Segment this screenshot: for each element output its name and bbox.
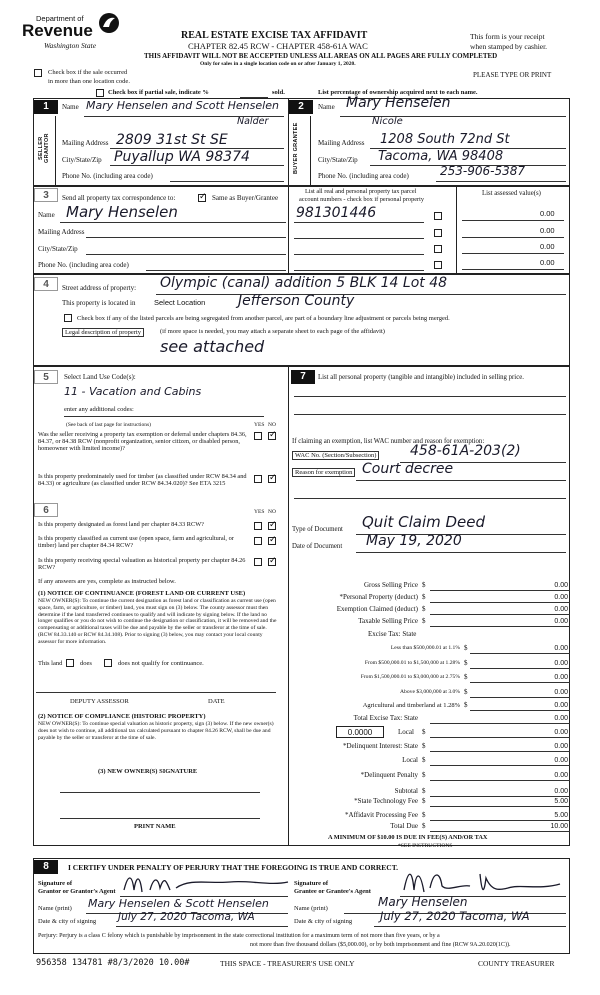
pct-ownership-label: List percentage of ownership acquired next to each name. — [318, 89, 478, 96]
seller-side-label: SELLER GRANTOR — [38, 133, 50, 163]
bracket-label: Agricultural and timberland at 1.28% — [362, 702, 460, 709]
bracket-label: Less than $500,000.01 at 1.1% — [390, 645, 460, 651]
cashier-stamp: 956358 134781 #8/3/2020 10.00# — [36, 958, 190, 968]
doc-type-label: Type of Document — [292, 526, 343, 533]
amount-line — [430, 737, 570, 738]
yes-header-2: YES — [254, 509, 265, 515]
delinquent-interest-local-value: 0.00 — [554, 757, 568, 764]
does-not-label: does not qualify for continuance. — [118, 660, 204, 667]
delinquent-interest-state-value: 0.00 — [554, 743, 568, 750]
amount-line — [470, 653, 570, 654]
dollar-sign: $ — [422, 617, 426, 625]
grantee-signature[interactable] — [400, 864, 566, 898]
amount-line — [430, 614, 570, 615]
buyer-phone-label: Phone No. (including area code) — [318, 172, 409, 180]
seller-phone-line — [170, 181, 284, 182]
personal-property-deduct-value: 0.00 — [554, 594, 568, 601]
no-header: NO — [268, 422, 276, 428]
parcel-value: 0.00 — [540, 258, 555, 267]
seller-name-label: Name — [62, 103, 79, 111]
amount-line — [430, 590, 570, 591]
q3-text: Is this property designated as forest land per chapter 84.33 RCW? — [38, 521, 204, 528]
amount-line — [470, 697, 570, 698]
seller-side-divider — [55, 116, 56, 186]
local-rate-box[interactable]: 0.0000 — [336, 726, 384, 738]
local-value: 0.00 — [554, 729, 568, 736]
gross-selling-value: 0.00 — [554, 582, 568, 589]
send-correspondence-label: Send all property tax correspondence to: — [62, 194, 176, 202]
q4-text: Is this property classified as current use (open space, farm and agricultural, or timber) land per chapter 84.34 RCW? — [38, 535, 234, 549]
personal-property-line-2[interactable] — [294, 414, 566, 415]
dollar-sign: $ — [422, 581, 426, 589]
q2-text: Is this property predominately used for timber (as classified under RCW 84.34 and 84.33) or agriculture (as classified under RCW 84.34.020)? See ETA 3215 — [38, 473, 247, 487]
location-select[interactable]: Select Location — [154, 298, 206, 307]
buyer-city[interactable]: Tacoma, WA 98408 — [378, 149, 504, 164]
form-chapter: CHAPTER 82.45 RCW - CHAPTER 458-61A WAC — [188, 41, 368, 51]
dollar-sign: $ — [464, 644, 468, 652]
section-1-number: 1 — [34, 100, 58, 114]
delinquent-penalty-value: 0.00 — [554, 772, 568, 779]
treasurer-space-label: THIS SPACE - TREASURER'S USE ONLY — [220, 959, 355, 968]
dollar-sign: $ — [422, 787, 426, 795]
grantor-name-label: Name (print) — [38, 905, 72, 912]
segregated-checkbox[interactable] — [64, 314, 72, 322]
multi-location-label-2: in more than one location code. — [48, 78, 130, 85]
parcel-line-4[interactable] — [294, 270, 424, 271]
amount-line — [430, 626, 570, 627]
does-not-checkbox[interactable] — [104, 659, 112, 667]
buyer-mailing[interactable]: 1208 South 72nd St — [380, 132, 510, 147]
partial-sale-label: Check box if partial sale, indicate % — [108, 89, 209, 96]
if-yes-label: If any answers are yes, complete as instructed below. — [38, 578, 176, 585]
amount-line — [430, 796, 570, 797]
state-label: Washington State — [44, 41, 97, 50]
s3-city-label: City/State/Zip — [38, 245, 78, 253]
sold-label: sold. — [272, 89, 285, 96]
grantor-name[interactable]: Mary Henselen & Scott Henselen — [88, 897, 269, 910]
grantee-date-city[interactable]: July 27, 2020 Tacoma, WA — [380, 909, 530, 923]
technology-fee-label: *State Technology Fee — [354, 797, 418, 805]
grantee-sig-label-1: Signature of — [294, 880, 329, 887]
parcel-value: 0.00 — [540, 209, 555, 218]
personal-property-deduct-label: *Personal Property (deduct) — [339, 593, 418, 601]
personal-property-checkbox[interactable] — [434, 261, 442, 269]
type-or-print: PLEASE TYPE OR PRINT — [473, 71, 552, 79]
segregated-label: Check box if any of the listed parcels are being segregated from another parcel, are part of a boundary line adjustment or parcels being merged. — [77, 315, 450, 322]
bracket-value: 0.00 — [554, 702, 568, 709]
total-state-value: 0.00 — [554, 715, 568, 722]
bracket-label: From $500,000.01 to $1,500,000 at 1.28% — [364, 660, 460, 666]
print-name-label: PRINT NAME — [134, 823, 176, 830]
value-line-2 — [462, 237, 564, 238]
buyer-name-extra: Nicole — [372, 116, 403, 127]
same-as-buyer-checkbox[interactable] — [198, 194, 206, 202]
parcel-value: 0.00 — [540, 226, 555, 235]
amount-line — [470, 710, 570, 711]
bracket-value: 0.00 — [554, 660, 568, 667]
bracket-label: From $1,500,000.01 to $3,000,000 at 2.75% — [360, 674, 460, 680]
parcel-value: 0.00 — [540, 242, 555, 251]
seller-phone-label: Phone No. (including area code) — [62, 172, 153, 180]
dollar-sign: $ — [422, 593, 426, 601]
subtotal-label: Subtotal — [394, 787, 418, 795]
bracket-value: 0.00 — [554, 645, 568, 652]
local-label: Local — [398, 728, 414, 736]
located-label: This property is located in — [62, 299, 136, 307]
amount-line — [430, 806, 570, 807]
street-line — [156, 294, 566, 295]
parcel-header-2: account numbers - check box if personal property — [299, 196, 425, 203]
buyer-mailing-label: Mailing Address — [318, 139, 365, 147]
perjury-notice-1: Perjury: Perjury is a class C felony which is punishable by imprisonment in the state correctional institution for a maximum term of not more than five years, or by a — [38, 933, 440, 939]
buyer-phone[interactable]: 253-906-5387 — [440, 164, 526, 178]
section-5-number: 5 — [34, 370, 58, 384]
grantee-date-line — [374, 926, 566, 927]
s3-name-line — [60, 222, 286, 223]
dollar-sign: $ — [422, 728, 426, 736]
parcel-line-3[interactable] — [294, 254, 424, 255]
taxable-selling-value: 0.00 — [554, 618, 568, 625]
q1-no-checkbox[interactable] — [268, 432, 276, 440]
q4-yes-checkbox[interactable] — [254, 537, 262, 545]
personal-property-checkbox[interactable] — [434, 245, 442, 253]
perjury-notice-2: not more than five thousand dollars ($5,000.00), or by both imprisonment and fine (RCW 9A.20.020(1C)). — [250, 942, 511, 948]
amount-line — [430, 780, 570, 781]
amount-line — [470, 682, 570, 683]
see-back-label: (See back of last page for instructions) — [66, 422, 151, 428]
q3-no-checkbox[interactable] — [268, 522, 276, 530]
this-land-label: This land — [38, 660, 63, 667]
seller-mailing-label: Mailing Address — [62, 139, 109, 147]
dollar-sign: $ — [422, 822, 426, 830]
dollar-sign: $ — [464, 688, 468, 696]
multi-location-checkbox[interactable] — [34, 69, 42, 77]
q5-no-checkbox[interactable] — [268, 558, 276, 566]
section-8-number: 8 — [34, 860, 58, 874]
buyer-phone-line — [436, 181, 566, 182]
section-4-number: 4 — [34, 277, 58, 291]
additional-codes-label: enter any additional codes: — [64, 406, 134, 413]
bracket-value: 0.00 — [554, 689, 568, 696]
wac-label: WAC No. (Section/Subsection) — [292, 451, 379, 460]
partial-sale-checkbox[interactable] — [96, 89, 104, 97]
seller-city-line — [110, 165, 284, 166]
exemption-claimed-label: Exemption Claimed (deduct) — [336, 605, 418, 613]
buyer-side-divider — [310, 116, 311, 186]
buyer-side-label: BUYER GRANTEE — [293, 122, 299, 174]
doc-date-label: Date of Document — [292, 543, 343, 550]
q1-yes-checkbox[interactable] — [254, 432, 262, 440]
processing-fee-label: *Affidavit Processing Fee — [345, 811, 418, 819]
section-2-number: 2 — [289, 100, 313, 114]
personal-property-line-1[interactable] — [294, 396, 566, 397]
value-line-4 — [462, 269, 564, 270]
s3-city-field[interactable] — [86, 254, 286, 255]
dollar-sign: $ — [422, 742, 426, 750]
grantor-sig-label-1: Signature of — [38, 880, 73, 887]
grantee-date-label: Date & city of signing — [294, 918, 353, 925]
seller-mailing[interactable]: 2809 31st St SE — [116, 132, 228, 148]
q1-text: Was the seller receiving a property tax exemption or deferral under chapters 84.36, 84.37, or 84.38 RCW (nonprofit organization, senior citizen, or disabled person, homeowner with limited income)? — [38, 431, 247, 452]
s3-phone-field[interactable] — [146, 270, 286, 271]
doc-date[interactable]: May 19, 2020 — [366, 533, 462, 549]
additional-codes-field[interactable] — [64, 416, 264, 417]
does-label: does — [80, 660, 92, 667]
subtotal-value: 0.00 — [554, 788, 568, 795]
same-as-buyer-label: Same as Buyer/Grantee — [212, 194, 279, 202]
grantor-date-label: Date & city of signing — [38, 918, 97, 925]
grantee-sig-label-2: Grantee or Grantee's Agent — [294, 888, 371, 895]
dollar-sign: $ — [422, 811, 426, 819]
q5-yes-checkbox[interactable] — [254, 558, 262, 566]
deputy-signature-line[interactable] — [36, 692, 276, 693]
exemption-label: If claiming an exemption, list WAC number and reason for exemption: — [292, 438, 485, 445]
section-3-number: 3 — [34, 188, 58, 202]
deputy-assessor-label: DEPUTY ASSESSOR — [70, 698, 129, 705]
grantor-sig-label-2: Grantor or Grantor's Agent — [38, 888, 116, 895]
see-instructions: *SEE INSTRUCTIONS — [398, 843, 453, 849]
q4-no-checkbox[interactable] — [268, 537, 276, 545]
reason-line — [356, 480, 566, 481]
grantee-name-label: Name (print) — [294, 905, 328, 912]
q2-no-checkbox[interactable] — [268, 475, 276, 483]
parcel-header-1: List all real and personal property tax parcel — [305, 188, 417, 195]
section-5-7-divider — [288, 366, 289, 846]
assessed-header: List assessed value(s) — [482, 190, 541, 197]
exemption-reason[interactable]: Court decree — [362, 461, 454, 477]
s3-phone-label: Phone No. (including area code) — [38, 261, 129, 269]
new-owner-signature-label: (3) NEW OWNER(S) SIGNATURE — [98, 768, 198, 775]
dollar-sign: $ — [464, 659, 468, 667]
new-owner-signature-line[interactable] — [60, 792, 260, 793]
seller-city[interactable]: Puyallup WA 98374 — [114, 149, 250, 165]
value-line-3 — [462, 253, 564, 254]
s3-mailing-label: Mailing Address — [38, 228, 85, 236]
bracket-label: Above $3,000,000 at 3.0% — [400, 689, 460, 695]
dollar-sign: $ — [422, 771, 426, 779]
doc-date-line — [356, 552, 566, 553]
multi-location-label-1: Check box if the sale occurred — [48, 69, 128, 76]
no-header-2: NO — [268, 509, 276, 515]
amount-line — [430, 765, 570, 766]
personal-property-checkbox[interactable] — [434, 212, 442, 220]
delinquent-interest-state-label: *Delinquent Interest: State — [342, 742, 418, 750]
section-7-number: 7 — [291, 370, 315, 384]
notice1-body: NEW OWNER(S): To continue the current designation as forest land or classification as current use (open space, farm, or agriculture, or timber) land, you must sign on (3) below. The county assessor must then determine if the land transferred continues to qualify and will indicate by signing below. If the land no longer qualifies or you do not wish to continue the designation or classification, it will be removed and the compensating or additional taxes will be due and payable by the seller or transferor at the time of sale. (RCW 84.33.140 or RCW 84.34.108). Prior to signing (3) below, you may contact your local county assessor for more information. — [38, 598, 277, 645]
excise-state-label: Excise Tax: State — [368, 630, 417, 638]
grantor-signature[interactable] — [120, 868, 290, 898]
technology-fee-value: 5.00 — [554, 798, 568, 805]
exemption-claimed-value: 0.00 — [554, 606, 568, 613]
buyer-name-label: Name — [318, 103, 335, 111]
dollar-sign: $ — [464, 701, 468, 709]
s3-name-label: Name — [38, 211, 55, 219]
deputy-date-label: DATE — [208, 698, 225, 705]
notice1-title: (1) NOTICE OF CONTINUANCE (FOREST LAND OR CURRENT USE) — [38, 590, 246, 597]
delinquent-interest-local-label: Local — [402, 756, 418, 764]
processing-fee-value: 5.00 — [554, 812, 568, 819]
gross-selling-label: Gross Selling Price — [363, 581, 418, 589]
buyer-name[interactable]: Mary Henselen — [346, 95, 451, 111]
seller-city-label: City/State/Zip — [62, 156, 102, 164]
bracket-value: 0.00 — [554, 674, 568, 681]
seller-name[interactable]: Mary Henselen and Scott Henselen — [86, 99, 279, 112]
buyer-city-label: City/State/Zip — [318, 156, 358, 164]
form-title: REAL ESTATE EXCISE TAX AFFIDAVIT — [181, 30, 368, 41]
seller-name-extra: Nalder — [237, 116, 269, 127]
grantor-date-line — [116, 926, 288, 927]
print-name-line[interactable] — [60, 818, 260, 819]
revenue-logo-icon — [98, 12, 120, 34]
s3-name[interactable]: Mary Henselen — [66, 203, 178, 221]
does-checkbox[interactable] — [66, 659, 74, 667]
total-due-value: 10.00 — [550, 823, 568, 830]
county-name: Jefferson County — [238, 293, 355, 309]
legal-description-label: Legal description of property — [62, 328, 144, 337]
amount-line — [430, 602, 570, 603]
land-use-code[interactable]: 11 - Vacation and Cabins — [64, 385, 202, 398]
section-6-number: 6 — [34, 503, 58, 517]
receipt-note-1: This form is your receipt — [470, 32, 545, 41]
reason-line-2[interactable] — [294, 498, 566, 499]
total-state-label: Total Excise Tax: State — [353, 714, 418, 722]
parcel-line-2[interactable] — [294, 238, 424, 239]
amount-line — [430, 723, 570, 724]
yes-header: YES — [254, 422, 265, 428]
grantor-date-city[interactable]: July 27, 2020 Tacoma, WA — [118, 911, 255, 923]
value-line-1 — [462, 220, 564, 221]
q3-yes-checkbox[interactable] — [254, 522, 262, 530]
revenue-logo-text: Revenue — [22, 21, 93, 40]
land-use-label: Select Land Use Code(s): — [64, 373, 136, 381]
personal-property-label: List all personal property (tangible and intangible) included in selling price. — [318, 374, 524, 381]
reason-label: Reason for exemption — [292, 468, 355, 477]
notice2-body: NEW OWNER(S): To continue special valuation as historic property, sign (3) below. If the new owner(s) does not wish to continue, all additional tax calculated pursuant to chapter 84.26 RCW, shall be due and payable by the seller or transferor at the time of sale. — [38, 721, 274, 741]
street-address[interactable]: Olympic (canal) addition 5 BLK 14 Lot 48 — [160, 275, 448, 291]
dollar-sign: $ — [464, 673, 468, 681]
legal-description[interactable]: see attached — [160, 337, 265, 356]
doc-type[interactable]: Quit Claim Deed — [362, 513, 486, 531]
grantee-name[interactable]: Mary Henselen — [378, 895, 468, 909]
amount-line — [470, 668, 570, 669]
q5-text: Is this property receiving special valuation as historical property per chapter 84.26 RCW? — [38, 557, 246, 571]
notice2-title: (2) NOTICE OF COMPLIANCE (HISTORIC PROPERTY) — [38, 713, 206, 720]
q2-yes-checkbox[interactable] — [254, 475, 262, 483]
amount-line — [430, 751, 570, 752]
certify-statement: I CERTIFY UNDER PENALTY OF PERJURY THAT THE FOREGOING IS TRUE AND CORRECT. — [68, 863, 399, 872]
county-treasurer-label: COUNTY TREASURER — [478, 959, 555, 968]
dept-label: Department of — [36, 14, 84, 23]
amount-line — [430, 831, 570, 832]
personal-property-checkbox[interactable] — [434, 229, 442, 237]
minimum-notice: A MINIMUM OF $10.00 IS DUE IN FEE(S) AND/OR TAX — [328, 834, 488, 841]
form-subnotice: Only for sales in a single location code on or after January 1, 2020. — [200, 61, 356, 67]
legal-note: (if more space is needed, you may attach a separate sheet to each page of the affidavit) — [160, 328, 385, 335]
parcel-line-1 — [294, 222, 424, 223]
dollar-sign: $ — [422, 605, 426, 613]
taxable-selling-label: Taxable Selling Price — [358, 617, 418, 625]
delinquent-penalty-label: *Delinquent Penalty — [360, 771, 418, 779]
section-3-divider — [288, 186, 289, 274]
amount-line — [430, 820, 570, 821]
section-3-value-divider — [456, 186, 457, 274]
dollar-sign: $ — [422, 756, 426, 764]
parcel-number[interactable]: 981301446 — [296, 205, 377, 221]
wac-number[interactable]: 458-61A-203(2) — [410, 443, 521, 459]
street-label: Street address of property: — [62, 284, 137, 292]
form-notice: THIS AFFIDAVIT WILL NOT BE ACCEPTED UNLESS ALL AREAS ON ALL PAGES ARE FULLY COMPLETED — [144, 52, 498, 60]
total-due-label: Total Due — [390, 822, 418, 830]
dollar-sign: $ — [422, 797, 426, 805]
s3-mailing-field[interactable] — [86, 237, 286, 238]
receipt-note-2: when stamped by cashier. — [470, 42, 548, 51]
